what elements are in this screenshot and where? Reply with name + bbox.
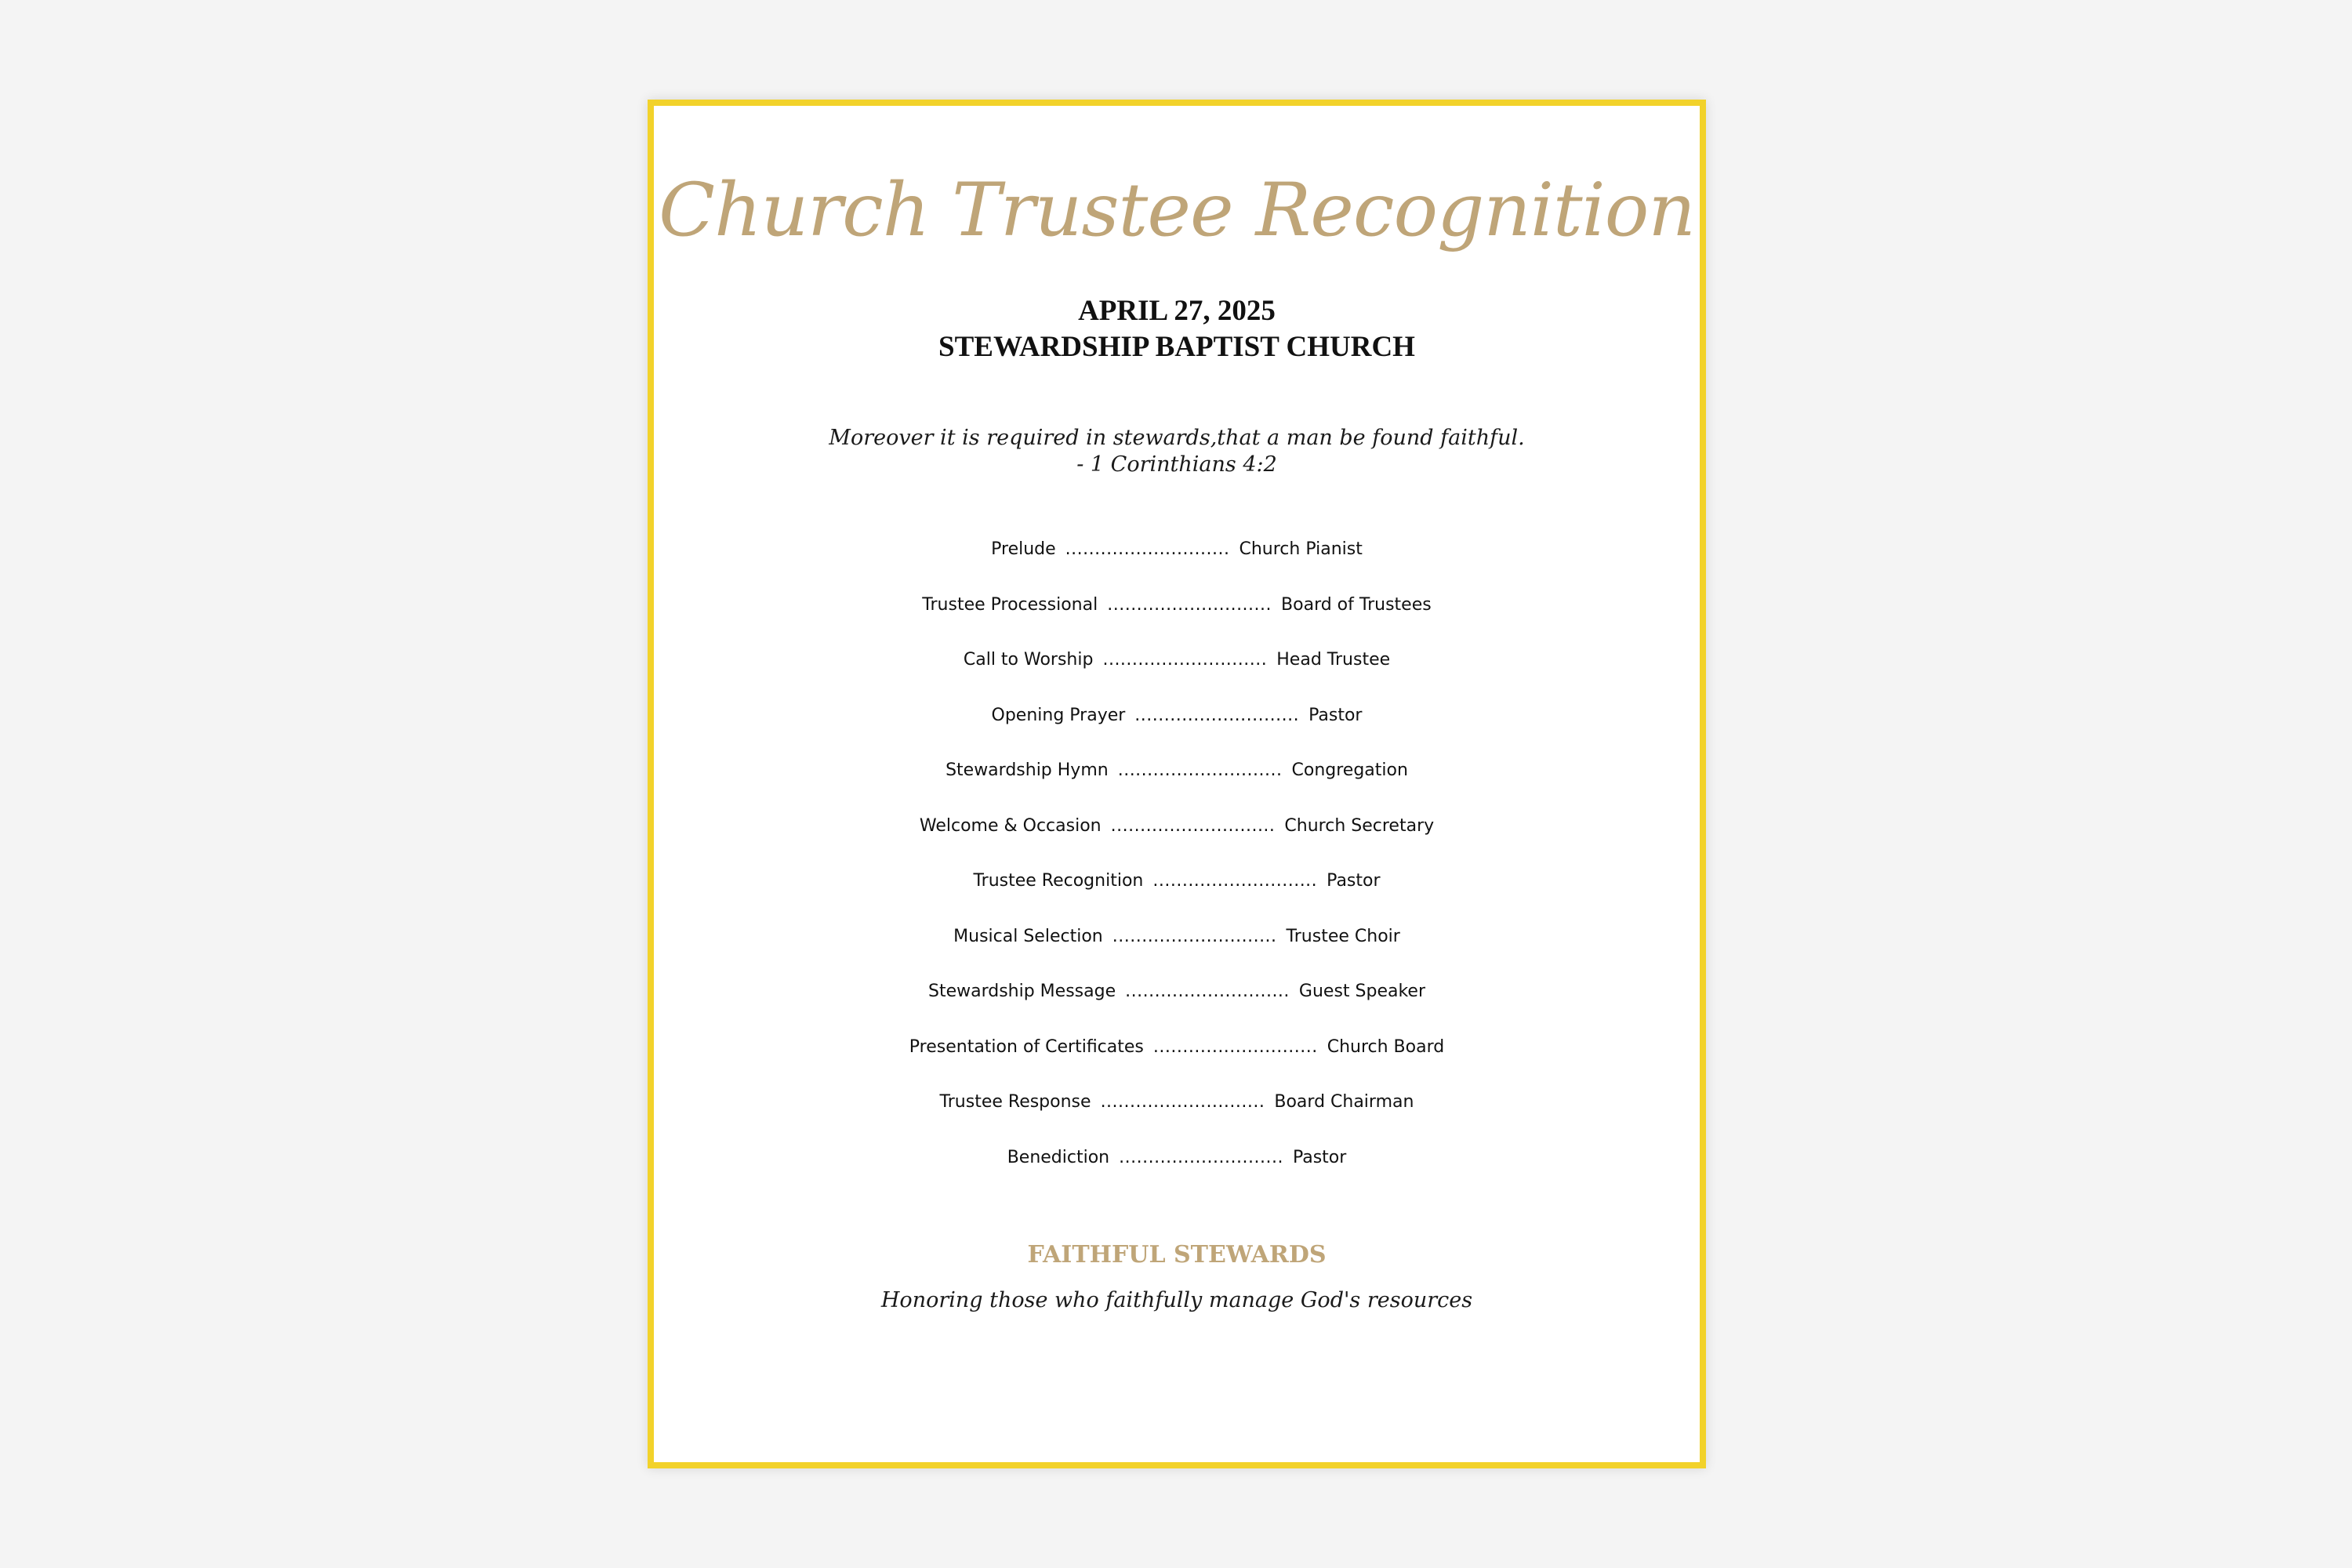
program-row (654, 1092, 1700, 1148)
program-row (654, 760, 1700, 816)
program-item: Prelude (991, 539, 1056, 559)
page-title: Church Trustee Recognition (659, 168, 1695, 253)
event-date: APRIL 27, 2025 (1078, 295, 1276, 327)
leader-dots: ............................ (1119, 1147, 1283, 1167)
scripture-verse: Moreover it is required in stewards,that a man be found faithful. (829, 426, 1525, 450)
footer-subtitle: Honoring those who faithfully manage God's resources (880, 1288, 1473, 1312)
program-leader: Head Trustee (1276, 650, 1391, 670)
church-name: STEWARDSHIP BAPTIST CHURCH (938, 331, 1415, 363)
program-leader: Pastor (1292, 1147, 1347, 1167)
program-row (654, 816, 1700, 872)
program-item: Stewardship Hymn (946, 760, 1109, 780)
program-leader: Church Pianist (1239, 539, 1363, 559)
program-leader: Pastor (1308, 705, 1363, 725)
program-row (654, 982, 1700, 1037)
program-row (654, 650, 1700, 706)
program-row (654, 1148, 1700, 1203)
program-item: Trustee Recognition (973, 871, 1144, 891)
leader-dots: ............................ (1110, 815, 1276, 836)
program-row (654, 1037, 1700, 1093)
program-item: Call to Worship (963, 650, 1094, 670)
program-leader: Board of Trustees (1281, 594, 1432, 615)
program-leader: Guest Speaker (1298, 982, 1426, 1001)
program-item: Opening Prayer (991, 705, 1126, 725)
program-leader: Church Board (1327, 1036, 1445, 1057)
program-row (654, 706, 1700, 761)
leader-dots: ............................ (1100, 1092, 1265, 1112)
program-row (654, 871, 1700, 927)
program-item: Welcome & Occasion (919, 815, 1102, 836)
program-leader: Pastor (1327, 871, 1381, 891)
program-row (654, 539, 1700, 595)
leader-dots: ............................ (1117, 760, 1283, 780)
scripture-citation: - 1 Corinthians 4:2 (1076, 452, 1277, 477)
leader-dots: ............................ (1152, 871, 1318, 891)
order-of-service (654, 539, 1700, 1203)
leader-dots: ............................ (1152, 1036, 1318, 1057)
leader-dots: ............................ (1112, 926, 1277, 946)
leader-dots: ............................ (1125, 982, 1290, 1001)
program-item: Presentation of Certificates (909, 1036, 1144, 1057)
leader-dots: ............................ (1107, 594, 1272, 615)
program-item: Trustee Response (939, 1092, 1091, 1112)
program-row (654, 595, 1700, 651)
program-item: Benediction (1007, 1147, 1110, 1167)
program-item: Stewardship Message (927, 982, 1116, 1001)
leader-dots: ............................ (1065, 539, 1230, 559)
program-page (648, 100, 1706, 1468)
leader-dots: ............................ (1102, 650, 1268, 670)
footer-heading: FAITHFUL STEWARDS (1027, 1241, 1327, 1269)
program-row (654, 927, 1700, 982)
program-leader: Trustee Choir (1286, 926, 1400, 946)
program-leader: Church Secretary (1284, 815, 1435, 836)
leader-dots: ............................ (1134, 705, 1300, 725)
program-item: Musical Selection (953, 926, 1103, 946)
program-item: Trustee Processional (922, 594, 1098, 615)
program-leader: Board Chairman (1274, 1092, 1414, 1112)
program-leader: Congregation (1291, 760, 1408, 780)
